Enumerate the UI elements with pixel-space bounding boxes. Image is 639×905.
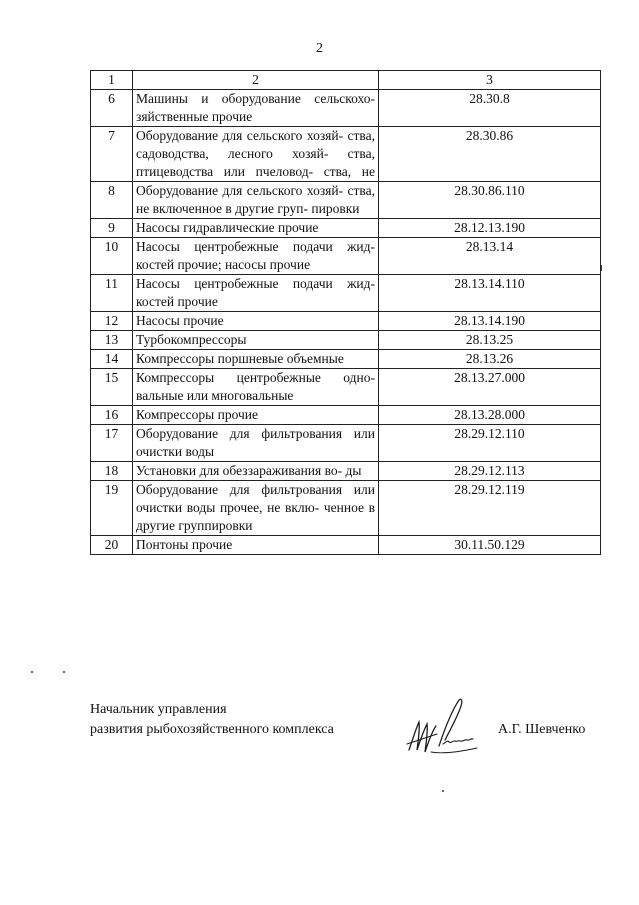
row-code: 28.29.12.110 xyxy=(379,425,601,462)
row-name: Компрессоры центробежные одно- вальные или многовальные xyxy=(133,369,379,406)
column-header-name: 2 xyxy=(133,71,379,90)
row-code: 28.12.13.190 xyxy=(379,219,601,238)
row-name: Понтоны прочие xyxy=(133,536,379,555)
equipment-table xyxy=(90,70,601,555)
row-number: 20 xyxy=(91,536,133,555)
row-name: Машины и оборудование сельскохо- зяйственные прочие xyxy=(133,90,379,127)
row-code: 28.29.12.113 xyxy=(379,462,601,481)
table-row xyxy=(91,219,601,238)
scan-speck xyxy=(31,671,33,673)
table-row xyxy=(91,481,601,536)
row-code: 28.13.14 xyxy=(379,238,601,275)
row-name: Компрессоры поршневые объемные xyxy=(133,350,379,369)
row-name: Оборудование для фильтрования или очистки воды xyxy=(133,425,379,462)
row-code: 30.11.50.129 xyxy=(379,536,601,555)
signer-position xyxy=(90,700,334,740)
row-name: Турбокомпрессоры xyxy=(133,331,379,350)
row-code: 28.13.27.000 xyxy=(379,369,601,406)
row-name: Насосы гидравлические прочие xyxy=(133,219,379,238)
table-row xyxy=(91,536,601,555)
scan-speck xyxy=(63,671,65,673)
row-number: 10 xyxy=(91,238,133,275)
row-number: 12 xyxy=(91,312,133,331)
table-row xyxy=(91,312,601,331)
table-row xyxy=(91,406,601,425)
row-code: 28.13.14.190 xyxy=(379,312,601,331)
row-code: 28.29.12.119 xyxy=(379,481,601,536)
scan-speck xyxy=(442,790,444,792)
row-number: 7 xyxy=(91,127,133,182)
column-header-number: 1 xyxy=(91,71,133,90)
row-number: 15 xyxy=(91,369,133,406)
row-number: 19 xyxy=(91,481,133,536)
row-name: Установки для обеззараживания во- ды xyxy=(133,462,379,481)
row-code: 28.13.25 xyxy=(379,331,601,350)
row-number: 16 xyxy=(91,406,133,425)
table-row xyxy=(91,462,601,481)
row-number: 9 xyxy=(91,219,133,238)
row-number: 11 xyxy=(91,275,133,312)
row-name: Компрессоры прочие xyxy=(133,406,379,425)
table-row xyxy=(91,182,601,219)
signer-position-line-1: Начальник управления xyxy=(90,702,227,717)
row-name: Насосы прочие xyxy=(133,312,379,331)
row-name: Оборудование для фильтрования или очистки воды прочее, не вклю- ченное в другие группировки xyxy=(133,481,379,536)
row-number: 13 xyxy=(91,331,133,350)
row-code: 28.13.28.000 xyxy=(379,406,601,425)
table-header-row xyxy=(91,71,601,90)
table-row xyxy=(91,90,601,127)
table-row xyxy=(91,127,601,182)
row-code: 28.13.14.110 xyxy=(379,275,601,312)
signer-name: А.Г. Шевченко xyxy=(498,722,586,737)
row-number: 17 xyxy=(91,425,133,462)
row-name: Насосы центробежные подачи жид- костей прочие xyxy=(133,275,379,312)
row-name-text: Оборудование для сельского хозяй- ства, садоводства, лесного хозяй- ства, птицеводства или пчеловод- ства, не xyxy=(136,128,375,179)
table-row xyxy=(91,331,601,350)
table-row xyxy=(91,350,601,369)
row-name: Насосы центробежные подачи жид- костей прочие; насосы прочие xyxy=(133,238,379,275)
row-code: 28.30.86.110 xyxy=(379,182,601,219)
row-number: 18 xyxy=(91,462,133,481)
table-row xyxy=(91,369,601,406)
signer-position-line-2: развития рыбохозяйственного комплекса xyxy=(90,722,334,737)
row-code: 28.13.26 xyxy=(379,350,601,369)
row-code: 28.30.8 xyxy=(379,90,601,127)
table-row xyxy=(91,275,601,312)
handwritten-signature xyxy=(403,694,483,758)
page-number: 2 xyxy=(316,41,323,56)
table-row xyxy=(91,425,601,462)
table-row xyxy=(91,238,601,275)
scan-speck xyxy=(601,265,602,271)
row-number: 14 xyxy=(91,350,133,369)
row-name xyxy=(133,127,379,182)
row-name: Оборудование для сельского хозяй- ства, не включенное в другие груп- пировки xyxy=(133,182,379,219)
row-number: 6 xyxy=(91,90,133,127)
column-header-code: 3 xyxy=(379,71,601,90)
row-code: 28.30.86 xyxy=(379,127,601,182)
row-number: 8 xyxy=(91,182,133,219)
